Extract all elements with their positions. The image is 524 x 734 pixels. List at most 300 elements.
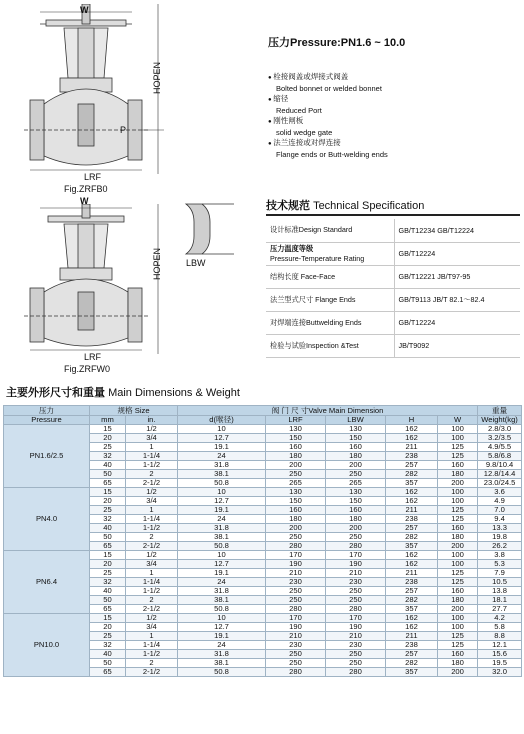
- table-cell: 211: [386, 443, 438, 452]
- table-cell: 210: [266, 569, 326, 578]
- table-cell: 211: [386, 569, 438, 578]
- table-cell: 210: [266, 632, 326, 641]
- dim-label-w: W: [80, 5, 89, 15]
- table-cell: 18.1: [478, 596, 522, 605]
- table-cell: 24: [178, 578, 266, 587]
- spec-value: GB/T12224: [394, 311, 520, 334]
- table-header-row: [4, 416, 522, 425]
- feature-item: [268, 116, 518, 138]
- table-cell: 162: [386, 560, 438, 569]
- feature-item: [268, 72, 518, 94]
- table-cell: 280: [266, 605, 326, 614]
- table-cell: 9.8/10.4: [478, 461, 522, 470]
- table-cell: 1-1/4: [126, 515, 178, 524]
- table-cell: 1: [126, 443, 178, 452]
- table-cell: 282: [386, 596, 438, 605]
- feature-zh: ● 刚性闸板: [268, 116, 518, 128]
- figure-caption-zrfb0: Fig.ZRFB0: [64, 184, 108, 194]
- table-cell: 250: [266, 650, 326, 659]
- feature-zh: ● 缩径: [268, 94, 518, 106]
- table-cell: 162: [386, 497, 438, 506]
- table-cell: 2: [126, 470, 178, 479]
- table-cell: 180: [266, 452, 326, 461]
- main-dims-title-en: Main Dimensions & Weight: [108, 387, 240, 399]
- table-cell: 50.8: [178, 542, 266, 551]
- table-cell: 26.2: [478, 542, 522, 551]
- feature-en: Flange ends or Butt-welding ends: [276, 149, 388, 159]
- tech-spec-row: [266, 288, 520, 311]
- table-cell: 250: [266, 470, 326, 479]
- spec-key-en: Buttwelding Ends: [305, 317, 362, 327]
- table-cell: 12.1: [478, 641, 522, 650]
- table-cell: 24: [178, 641, 266, 650]
- table-cell: 15: [90, 488, 126, 497]
- table-cell: 160: [266, 443, 326, 452]
- table-cell: 65: [90, 668, 126, 677]
- table-cell: 24: [178, 452, 266, 461]
- table-cell: 162: [386, 551, 438, 560]
- table-row: [4, 614, 522, 623]
- pressure-cell: PN1.6/2.5: [4, 425, 90, 488]
- table-cell: 211: [386, 506, 438, 515]
- table-cell: 4.2: [478, 614, 522, 623]
- table-cell: 1-1/4: [126, 641, 178, 650]
- table-cell: 23.0/24.5: [478, 479, 522, 488]
- table-cell: 170: [266, 551, 326, 560]
- table-cell: 2-1/2: [126, 542, 178, 551]
- spec-key-en: Pressure-Temperature Rating: [270, 254, 365, 263]
- table-cell: 2-1/2: [126, 668, 178, 677]
- table-cell: 31.8: [178, 461, 266, 470]
- feature-en: Bolted bonnet or welded bonnet: [276, 83, 382, 93]
- figure-caption-zrfw0: Fig.ZRFW0: [64, 364, 110, 374]
- table-cell: 25: [90, 506, 126, 515]
- table-cell: 238: [386, 452, 438, 461]
- table-cell: 150: [326, 434, 386, 443]
- table-cell: 125: [438, 578, 478, 587]
- table-cell: 230: [266, 578, 326, 587]
- spec-value: GB/T12234 GB/T12224: [394, 219, 520, 242]
- table-cell: 20: [90, 497, 126, 506]
- table-cell: 125: [438, 632, 478, 641]
- table-cell: 210: [326, 569, 386, 578]
- table-cell: 180: [266, 515, 326, 524]
- table-cell: 160: [326, 443, 386, 452]
- table-cell: 2-1/2: [126, 605, 178, 614]
- dim-label-hopen-bottom: HOPEN: [152, 248, 162, 281]
- table-cell: 250: [266, 659, 326, 668]
- table-cell: 1/2: [126, 488, 178, 497]
- dim-label-lbw: LBW: [186, 258, 206, 268]
- dim-label-w-bottom: W: [80, 196, 89, 206]
- table-cell: 250: [266, 533, 326, 542]
- table-cell: 12.7: [178, 623, 266, 632]
- table-cell: 2: [126, 533, 178, 542]
- table-cell: 32: [90, 578, 126, 587]
- spec-key-zh: 检验与试验: [270, 340, 306, 350]
- table-cell: 100: [438, 497, 478, 506]
- pressure-title: 压力Pressure:PN1.6 ~ 10.0: [268, 37, 406, 49]
- table-cell: 38.1: [178, 533, 266, 542]
- table-cell: 25: [90, 632, 126, 641]
- table-cell: 125: [438, 452, 478, 461]
- header-in: in.: [126, 416, 178, 425]
- table-cell: 162: [386, 623, 438, 632]
- table-cell: 19.1: [178, 632, 266, 641]
- table-cell: 162: [386, 614, 438, 623]
- table-cell: 1-1/4: [126, 452, 178, 461]
- table-cell: 170: [266, 614, 326, 623]
- table-cell: 50: [90, 533, 126, 542]
- table-cell: 170: [326, 614, 386, 623]
- table-cell: 100: [438, 623, 478, 632]
- table-cell: 160: [438, 650, 478, 659]
- table-cell: 31.8: [178, 524, 266, 533]
- spec-value: JB/T9092: [394, 334, 520, 357]
- table-cell: 100: [438, 425, 478, 434]
- table-cell: 5.3: [478, 560, 522, 569]
- table-cell: 238: [386, 515, 438, 524]
- table-cell: 13.8: [478, 587, 522, 596]
- table-cell: 125: [438, 641, 478, 650]
- table-cell: 3.8: [478, 551, 522, 560]
- header-pressure-en: Pressure: [4, 416, 90, 425]
- table-cell: 8.8: [478, 632, 522, 641]
- pressure-cell: PN10.0: [4, 614, 90, 677]
- table-cell: 3/4: [126, 623, 178, 632]
- table-cell: 200: [438, 542, 478, 551]
- table-cell: 10: [178, 488, 266, 497]
- table-cell: 40: [90, 587, 126, 596]
- table-cell: 1-1/4: [126, 578, 178, 587]
- table-cell: 190: [326, 623, 386, 632]
- table-cell: 15: [90, 551, 126, 560]
- tech-spec-row: [266, 265, 520, 288]
- tech-spec-title: [266, 197, 424, 213]
- table-cell: 100: [438, 560, 478, 569]
- table-cell: 1: [126, 632, 178, 641]
- table-cell: 282: [386, 659, 438, 668]
- table-cell: 1/2: [126, 614, 178, 623]
- header-h: H: [386, 416, 438, 425]
- table-cell: 3/4: [126, 560, 178, 569]
- table-cell: 1-1/2: [126, 650, 178, 659]
- table-cell: 15: [90, 614, 126, 623]
- table-cell: 200: [438, 668, 478, 677]
- main-dims-title-zh: 主要外形尺寸和重量: [6, 387, 105, 399]
- table-cell: 130: [326, 425, 386, 434]
- table-cell: 180: [438, 596, 478, 605]
- table-cell: 50: [90, 470, 126, 479]
- header-lbw: LBW: [326, 416, 386, 425]
- table-cell: 257: [386, 524, 438, 533]
- tech-spec-row: [266, 311, 520, 334]
- table-cell: 250: [326, 470, 386, 479]
- table-cell: 7.9: [478, 569, 522, 578]
- table-cell: 250: [326, 596, 386, 605]
- table-cell: 1/2: [126, 551, 178, 560]
- table-cell: 150: [266, 497, 326, 506]
- table-cell: 130: [266, 425, 326, 434]
- tech-spec-title-en: Technical Specification: [313, 200, 425, 212]
- spec-key-zh: 对焊端连接: [270, 317, 306, 327]
- table-cell: 100: [438, 551, 478, 560]
- table-cell: 32: [90, 641, 126, 650]
- pressure-cell: PN6.4: [4, 551, 90, 614]
- weld-end-detail: [180, 200, 240, 260]
- table-cell: 32: [90, 452, 126, 461]
- table-cell: 31.8: [178, 587, 266, 596]
- table-cell: 257: [386, 461, 438, 470]
- dimensions-table: [3, 405, 522, 677]
- spec-key-en: Face-Face: [300, 271, 336, 281]
- table-cell: 280: [266, 668, 326, 677]
- dim-label-lrf: LRF: [84, 172, 102, 182]
- table-cell: 238: [386, 641, 438, 650]
- table-cell: 20: [90, 434, 126, 443]
- table-cell: 357: [386, 605, 438, 614]
- spec-key-zh: 压力温度等级: [270, 244, 314, 253]
- table-cell: 40: [90, 461, 126, 470]
- table-cell: 160: [326, 506, 386, 515]
- tech-spec-row: [266, 242, 520, 265]
- feature-list: [268, 72, 518, 160]
- table-cell: 19.5: [478, 659, 522, 668]
- table-cell: 40: [90, 650, 126, 659]
- table-cell: 15: [90, 425, 126, 434]
- header-weight-en: Weight(kg): [478, 416, 522, 425]
- table-cell: 1-1/2: [126, 587, 178, 596]
- table-cell: 7.0: [478, 506, 522, 515]
- dim-label-lrf-bottom: LRF: [84, 352, 102, 362]
- table-cell: 38.1: [178, 470, 266, 479]
- table-cell: 250: [326, 650, 386, 659]
- table-cell: 50: [90, 596, 126, 605]
- table-cell: 100: [438, 434, 478, 443]
- table-cell: 257: [386, 587, 438, 596]
- table-cell: 150: [266, 434, 326, 443]
- table-cell: 40: [90, 524, 126, 533]
- table-cell: 2.8/3.0: [478, 425, 522, 434]
- table-cell: 257: [386, 650, 438, 659]
- dim-label-p: P: [120, 125, 127, 135]
- table-cell: 160: [438, 587, 478, 596]
- table-cell: 125: [438, 506, 478, 515]
- spec-key-en: Design Standard: [298, 225, 353, 235]
- table-cell: 1: [126, 569, 178, 578]
- table-cell: 250: [326, 587, 386, 596]
- table-cell: 190: [326, 560, 386, 569]
- table-cell: 265: [266, 479, 326, 488]
- table-cell: 200: [266, 524, 326, 533]
- spec-key-zh: 设计标准: [270, 225, 299, 235]
- table-cell: 65: [90, 479, 126, 488]
- table-cell: 357: [386, 542, 438, 551]
- table-cell: 5.8/6.8: [478, 452, 522, 461]
- header-w: W: [438, 416, 478, 425]
- table-cell: 10: [178, 614, 266, 623]
- table-cell: 9.4: [478, 515, 522, 524]
- table-cell: 250: [266, 596, 326, 605]
- table-cell: 180: [438, 470, 478, 479]
- header-d: d(喉径): [178, 416, 266, 425]
- dim-label-hopen: HOPEN: [152, 62, 162, 95]
- table-cell: 280: [326, 668, 386, 677]
- table-cell: 230: [266, 641, 326, 650]
- spec-key-zh: 法兰型式尺寸: [270, 294, 314, 304]
- table-cell: 50.8: [178, 479, 266, 488]
- table-cell: 19.8: [478, 533, 522, 542]
- table-cell: 15.6: [478, 650, 522, 659]
- header-mm: mm: [90, 416, 126, 425]
- table-cell: 238: [386, 578, 438, 587]
- feature-zh: ● 栓接阀盖或焊接式阀盖: [268, 72, 518, 84]
- table-cell: 180: [326, 515, 386, 524]
- table-row: [4, 425, 522, 434]
- table-cell: 20: [90, 623, 126, 632]
- table-cell: 3/4: [126, 497, 178, 506]
- table-cell: 3.2/3.5: [478, 434, 522, 443]
- table-cell: 210: [326, 632, 386, 641]
- table-cell: 32: [90, 515, 126, 524]
- tech-spec-row: [266, 334, 520, 357]
- spec-value: GB/T12221 JB/T97-95: [394, 265, 520, 288]
- table-cell: 2: [126, 659, 178, 668]
- table-cell: 19.1: [178, 443, 266, 452]
- tech-spec-table: [266, 219, 520, 358]
- table-cell: 250: [326, 533, 386, 542]
- header-pressure-zh: 压力: [4, 406, 90, 416]
- table-cell: 25: [90, 443, 126, 452]
- table-cell: 10: [178, 425, 266, 434]
- table-cell: 10: [178, 551, 266, 560]
- table-cell: 100: [438, 488, 478, 497]
- table-cell: 24: [178, 515, 266, 524]
- table-cell: 130: [326, 488, 386, 497]
- table-cell: 20: [90, 560, 126, 569]
- table-cell: 180: [326, 452, 386, 461]
- feature-item: [268, 94, 518, 116]
- tech-spec-rule: [266, 214, 520, 216]
- table-cell: 27.7: [478, 605, 522, 614]
- table-cell: 211: [386, 632, 438, 641]
- spec-key-en: Inspection &Test: [305, 340, 359, 350]
- table-cell: 230: [326, 578, 386, 587]
- table-cell: 1: [126, 506, 178, 515]
- table-cell: 230: [326, 641, 386, 650]
- table-cell: 125: [438, 569, 478, 578]
- table-cell: 282: [386, 470, 438, 479]
- table-header-row: [4, 406, 522, 416]
- table-cell: 125: [438, 443, 478, 452]
- table-cell: 250: [266, 587, 326, 596]
- table-cell: 280: [326, 605, 386, 614]
- table-cell: 100: [438, 614, 478, 623]
- spec-key-zh: 结构长度: [270, 271, 299, 281]
- table-cell: 13.3: [478, 524, 522, 533]
- table-cell: 282: [386, 533, 438, 542]
- table-cell: 200: [266, 461, 326, 470]
- table-cell: 280: [266, 542, 326, 551]
- table-cell: 180: [438, 659, 478, 668]
- main-dims-title: [6, 384, 240, 400]
- table-cell: 162: [386, 488, 438, 497]
- table-cell: 50.8: [178, 605, 266, 614]
- header-size: 规格 Size: [90, 406, 178, 416]
- table-cell: 130: [266, 488, 326, 497]
- table-cell: 190: [266, 623, 326, 632]
- table-cell: 19.1: [178, 506, 266, 515]
- table-cell: 1-1/2: [126, 524, 178, 533]
- table-cell: 32.0: [478, 668, 522, 677]
- table-row: [4, 488, 522, 497]
- table-cell: 160: [438, 524, 478, 533]
- table-cell: 25: [90, 569, 126, 578]
- valve-drawing-top: [24, 4, 174, 186]
- table-cell: 200: [438, 479, 478, 488]
- table-cell: 160: [438, 461, 478, 470]
- table-cell: 31.8: [178, 650, 266, 659]
- spec-value: GB/T9113 JB/T 82.1～82.4: [394, 288, 520, 311]
- feature-en: Reduced Port: [276, 105, 322, 115]
- table-cell: 4.9/5.5: [478, 443, 522, 452]
- table-cell: 125: [438, 515, 478, 524]
- tech-spec-row: [266, 219, 520, 242]
- valve-drawing-bottom: [24, 204, 174, 362]
- feature-item: [268, 138, 518, 160]
- table-row: [4, 551, 522, 560]
- table-cell: 162: [386, 434, 438, 443]
- table-cell: 180: [438, 533, 478, 542]
- table-cell: 65: [90, 605, 126, 614]
- table-cell: 357: [386, 479, 438, 488]
- table-cell: 170: [326, 551, 386, 560]
- table-cell: 3.6: [478, 488, 522, 497]
- table-cell: 65: [90, 542, 126, 551]
- table-cell: 280: [326, 542, 386, 551]
- table-cell: 50.8: [178, 668, 266, 677]
- table-cell: 200: [326, 524, 386, 533]
- pressure-cell: PN4.0: [4, 488, 90, 551]
- feature-zh: ● 法兰连接或对焊连接: [268, 138, 518, 150]
- table-cell: 2: [126, 596, 178, 605]
- spec-key-en: Flange Ends: [315, 294, 356, 304]
- table-cell: 19.1: [178, 569, 266, 578]
- table-cell: 50: [90, 659, 126, 668]
- table-cell: 12.8/14.4: [478, 470, 522, 479]
- table-cell: 357: [386, 668, 438, 677]
- table-cell: 5.8: [478, 623, 522, 632]
- table-cell: 1/2: [126, 425, 178, 434]
- table-cell: 150: [326, 497, 386, 506]
- table-cell: 2-1/2: [126, 479, 178, 488]
- table-cell: 12.7: [178, 560, 266, 569]
- feature-en: solid wedge gate: [276, 127, 333, 137]
- header-lrf: LRF: [266, 416, 326, 425]
- table-cell: 38.1: [178, 596, 266, 605]
- table-cell: 10.5: [478, 578, 522, 587]
- header-weight-zh: 重量: [478, 406, 522, 416]
- table-cell: 190: [266, 560, 326, 569]
- table-cell: 4.9: [478, 497, 522, 506]
- table-cell: 265: [326, 479, 386, 488]
- table-cell: 200: [438, 605, 478, 614]
- table-cell: 1-1/2: [126, 461, 178, 470]
- table-cell: 200: [326, 461, 386, 470]
- table-cell: 162: [386, 425, 438, 434]
- spec-value: GB/T12224: [394, 242, 520, 265]
- table-cell: 250: [326, 659, 386, 668]
